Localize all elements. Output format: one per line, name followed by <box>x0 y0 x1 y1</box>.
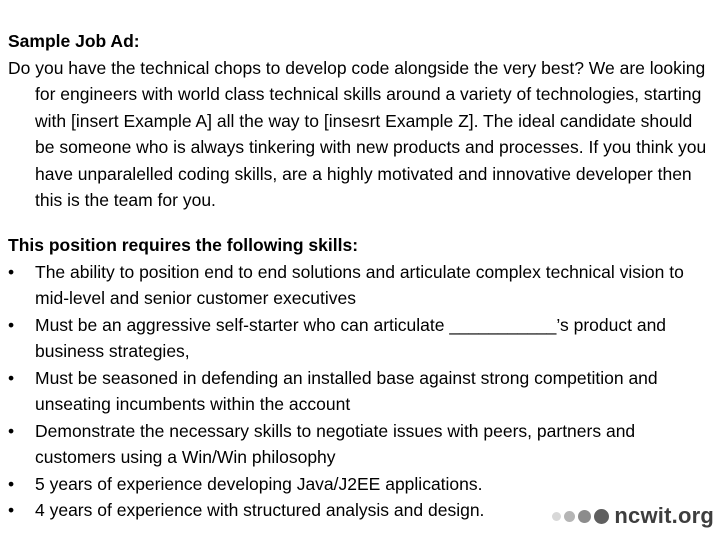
logo-text: ncwit.org <box>614 503 714 528</box>
logo-dot-icon <box>594 509 609 524</box>
job-ad-section <box>8 28 712 214</box>
logo-dot-icon <box>552 512 561 521</box>
bullet-icon: • <box>8 420 15 441</box>
bullet-icon: • <box>8 261 15 282</box>
job-ad-body: Do you have the technical chops to develop code alongside the very best? We are looking for engineers with world class technical skills around a variety of technologies, starting with [insert Example A] all the way to [insesrt Example Z]. The ideal candidate should be someone who is always tinkering with new products and processes. If you think you have unparalelled coding skills, are a highly motivated and innovative developer then this is the team for you. <box>8 57 707 210</box>
skill-text: Must be seasoned in defending an installed base against strong competition and unseating incumbents within the account <box>35 367 658 414</box>
skills-list-item <box>8 471 712 498</box>
job-ad-heading: Sample Job Ad: <box>8 31 140 51</box>
skill-text: Must be an aggressive self-starter who can articulate ___________’s product and business strategies, <box>35 314 667 361</box>
bullet-icon: • <box>8 473 15 494</box>
bullet-icon: • <box>8 367 15 388</box>
skills-list-item <box>8 418 712 471</box>
skill-text: 5 years of experience developing Java/J2EE applications. <box>35 473 483 494</box>
bullet-icon: • <box>8 314 15 335</box>
skills-list-item <box>8 365 712 418</box>
skills-list-item <box>8 312 712 365</box>
skills-list-item <box>8 259 712 312</box>
logo-dot-icon <box>578 510 591 523</box>
skill-text: The ability to position end to end solutions and articulate complex technical vision to mid-level and senior customer executives <box>35 261 684 308</box>
skill-text: 4 years of experience with structured analysis and design. <box>35 500 485 520</box>
logo-dots-icon <box>549 509 609 524</box>
logo-dot-icon <box>564 511 575 522</box>
skills-list <box>8 259 712 524</box>
bullet-icon: • <box>8 500 15 520</box>
ncwit-logo <box>549 496 714 536</box>
skills-section <box>8 232 712 524</box>
skills-heading: This position requires the following skills: <box>8 235 359 255</box>
skill-text: Demonstrate the necessary skills to negotiate issues with peers, partners and customers using a Win/Win philosophy <box>35 420 636 467</box>
